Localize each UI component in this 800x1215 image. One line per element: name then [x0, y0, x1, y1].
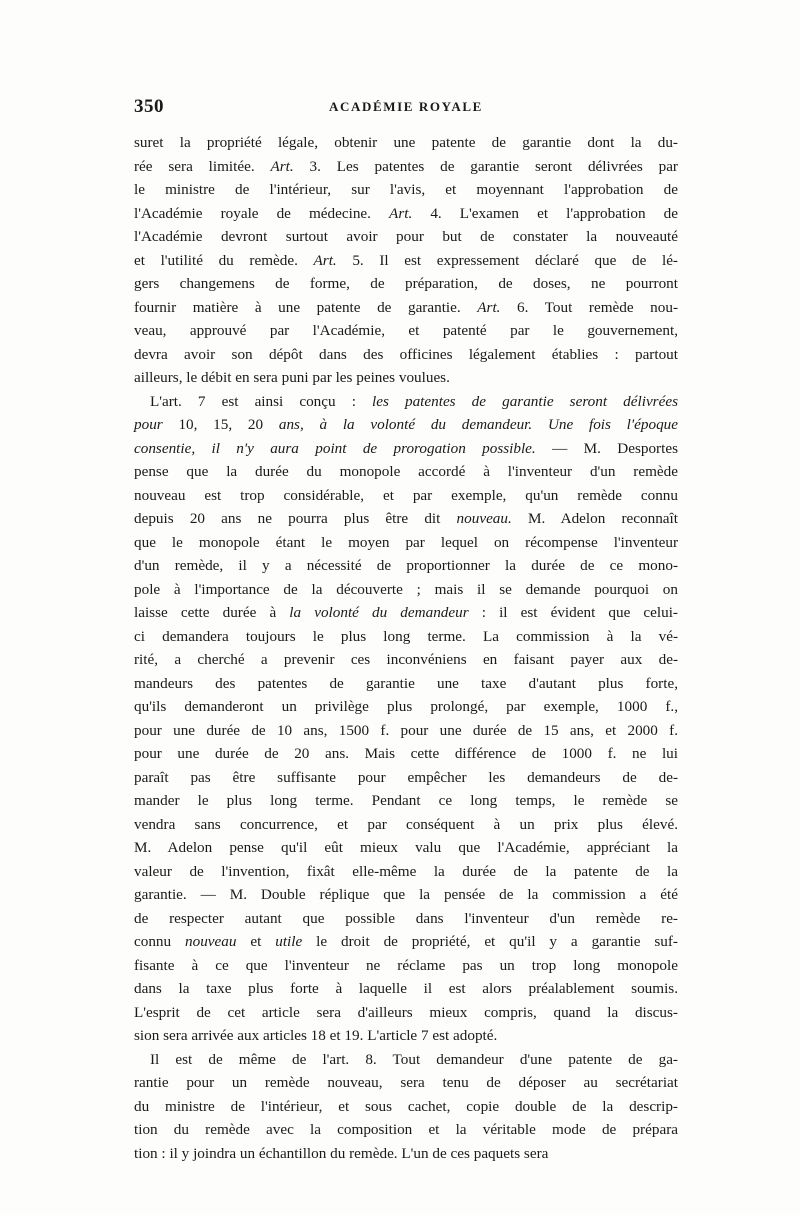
text-segment: ailleurs, le débit en sera puni par les peines voulues. [134, 369, 450, 386]
text-line [134, 719, 678, 743]
text-segment: rantie pour un remède nouveau, sera tenu de déposer au secrétariat [134, 1074, 678, 1091]
italic-text: Art. [389, 204, 413, 222]
text-segment: rée sera limitée. [134, 157, 271, 175]
text-segment: pense que la durée du monopole accordé à l'inventeur d'un remède [134, 463, 678, 480]
text-line [134, 1048, 678, 1072]
text-line [134, 578, 678, 602]
text-segment: 10, 15, 20 [162, 416, 279, 433]
text-line [134, 742, 678, 766]
text-line [134, 930, 678, 954]
text-segment: nouveau est trop considérable, et par exemple, qu'un remède connu [134, 486, 678, 504]
text-line [134, 413, 678, 437]
text-segment: pour une durée de 10 ans, 1500 f. pour une durée de 15 ans, et 2000 f. [134, 721, 678, 739]
italic-text: Art. [270, 157, 294, 175]
text-segment: l'Académie devront surtout avoir pour but de constater la nouveauté [134, 228, 678, 245]
text-segment: 6. Tout remède nou- [500, 298, 679, 316]
text-line [134, 178, 678, 202]
text-segment: devra avoir son dépôt dans des officines légalement établies : partout [134, 345, 678, 363]
text-line [134, 155, 678, 179]
text-line [134, 672, 678, 696]
text-segment: le droit de propriété, et qu'il y a garantie suf- [302, 933, 678, 950]
text-line [134, 1118, 678, 1142]
text-line [134, 343, 678, 367]
text-segment: connu [134, 933, 186, 950]
italic-text: pour [134, 416, 163, 433]
text-segment: suret la propriété légale, obtenir une patente de garantie dont la du- [134, 134, 678, 151]
text-segment: M. Adelon pense qu'il eût mieux valu que l'Académie, appréciant la [134, 839, 678, 856]
text-line [134, 625, 678, 649]
text-segment: mandeurs des patentes de garantie une taxe d'autant plus forte, [134, 674, 678, 692]
text-line [134, 954, 678, 978]
italic-text: consentie, il n'y aura point de prorogation possible. [134, 439, 536, 457]
italic-text: nouveau [185, 933, 237, 950]
text-segment: du ministre de l'intérieur, et sous cachet, copie double de la descrip- [134, 1097, 678, 1115]
text-segment: laisse cette durée à [134, 604, 290, 621]
text-line [134, 883, 678, 907]
text-line [134, 695, 678, 719]
text-line [134, 1142, 678, 1166]
italic-text: nouveau. [456, 510, 512, 527]
text-line [134, 296, 678, 320]
text-segment: Il est de même de l'art. 8. Tout demandeur d'une patente de ga- [150, 1050, 678, 1068]
text-segment: garantie. — M. Double réplique que la pensée de la commission a été [134, 886, 678, 903]
running-head: ACADÉMIE ROYALE [329, 99, 483, 114]
text-segment: que le monopole étant le moyen par lequel on récompense l'inventeur [134, 533, 678, 551]
text-line [134, 1071, 678, 1095]
italic-text: les patentes de garantie seront délivrées [372, 392, 678, 410]
text-segment: pole à l'importance de la découverte ; mais il se demande pourquoi on [134, 580, 678, 598]
text-line [134, 319, 678, 343]
text-segment: fournir matière à une patente de garantie. [134, 298, 478, 316]
text-segment: 3. Les patentes de garantie seront délivrées par [293, 157, 678, 175]
text-line [134, 272, 678, 296]
text-line [134, 977, 678, 1001]
text-line [134, 460, 678, 484]
page-number: 350 [134, 96, 164, 117]
text-line [134, 437, 678, 461]
text-segment: et [236, 933, 276, 950]
text-line [134, 484, 678, 508]
text-line [134, 531, 678, 555]
italic-text: la volonté du demandeur [289, 604, 469, 621]
text-line [134, 648, 678, 672]
text-line [134, 225, 678, 249]
text-line [134, 1095, 678, 1119]
text-line [134, 507, 678, 531]
text-line [134, 390, 678, 414]
text-segment: — M. Desportes [535, 439, 678, 457]
text-line [134, 766, 678, 790]
text-segment: pour une durée de 20 ans. Mais cette différence de 1000 f. ne lui [134, 745, 678, 762]
text-segment: d'un remède, il y a nécessité de proportionner la durée de ce mono- [134, 557, 678, 574]
text-segment: mander le plus long terme. Pendant ce long temps, le remède se [134, 792, 678, 809]
text-line [134, 1001, 678, 1025]
text-segment: qu'ils demanderont un privilège plus prolongé, par exemple, 1000 f., [134, 698, 678, 715]
text-line [134, 836, 678, 860]
text-segment: depuis 20 ans ne pourra plus être dit [134, 510, 457, 527]
text-segment: le ministre de l'intérieur, sur l'avis, et moyennant l'approbation de [134, 181, 678, 198]
text-segment: tion : il y joindra un échantillon du remède. L'un de ces paquets sera [134, 1144, 549, 1162]
text-segment: fisante à ce que l'inventeur ne réclame pas un trop long monopole [134, 956, 678, 974]
text-line [134, 907, 678, 931]
text-line [134, 202, 678, 226]
text-segment: rité, a cherché a prevenir ces inconvéniens en faisant payer aux de- [134, 651, 678, 668]
text-line [134, 366, 678, 390]
text-segment: et l'utilité du remède. [134, 251, 314, 269]
text-line [134, 249, 678, 273]
page-header [134, 96, 678, 122]
text-line [134, 131, 678, 155]
text-segment: dans la taxe plus forte à laquelle il est alors préalablement soumis. [134, 980, 678, 997]
text-line [134, 789, 678, 813]
text-line [134, 601, 678, 625]
text-segment: 4. L'examen et l'approbation de [412, 204, 679, 222]
text-line [134, 813, 678, 837]
italic-text: Art. [477, 298, 501, 316]
text-segment: l'Académie royale de médecine. [134, 204, 390, 222]
text-segment: valeur de l'invention, fixât elle-même la durée de la patente de la [134, 862, 678, 880]
text-segment: de respecter autant que possible dans l'inventeur d'un remède re- [134, 909, 678, 927]
text-segment: paraît pas être suffisante pour empêcher les demandeurs de de- [134, 768, 678, 786]
text-segment: tion du remède avec la composition et la véritable mode de prépara [134, 1121, 678, 1138]
body-text [134, 131, 678, 1165]
text-segment: ci demandera toujours le plus long terme. La commission à la vé- [134, 627, 678, 645]
text-segment: gers changemens de forme, de préparation, de doses, ne pourront [134, 275, 678, 292]
text-line [134, 1024, 678, 1048]
italic-text: ans, à la volonté du demandeur. Une fois l'époque [278, 416, 679, 433]
text-segment: vendra sans concurrence, et par conséquent à un prix plus élevé. [134, 815, 678, 833]
text-line [134, 860, 678, 884]
text-line [134, 554, 678, 578]
text-segment: M. Adelon reconnaît [511, 510, 678, 527]
text-segment: L'art. 7 est ainsi conçu : [150, 392, 373, 410]
text-segment: sion sera arrivée aux articles 18 et 19. L'article 7 est adopté. [134, 1027, 498, 1044]
text-segment: : il est évident que celui- [468, 604, 678, 621]
text-segment: 5. Il est expressement déclaré que de lé- [336, 251, 678, 269]
text-segment: veau, approuvé par l'Académie, et patenté par le gouvernement, [134, 322, 678, 339]
italic-text: Art. [313, 251, 337, 269]
italic-text: utile [275, 933, 303, 950]
text-segment: L'esprit de cet article sera d'ailleurs mieux compris, quand la discus- [134, 1003, 678, 1021]
